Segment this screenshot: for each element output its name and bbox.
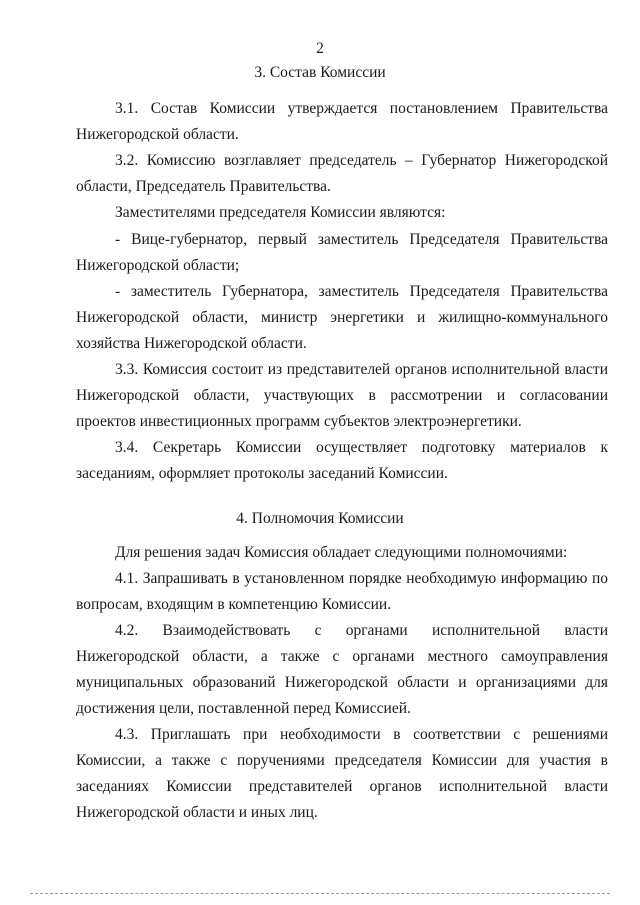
paragraph-4-1: 4.1. Запрашивать в установленном порядке необходимую информацию по вопросам, входящим в компетенцию Комиссии.	[76, 570, 608, 613]
paragraph-3-1: 3.1. Состав Комиссии утверждается постановлением Правительства Нижегородской области.	[76, 100, 608, 143]
paragraph-3-2: 3.2. Комиссию возглавляет председатель – Губернатор Нижегородской области, Председатель Правительства.	[76, 152, 608, 195]
paragraph-3-4: 3.4. Секретарь Комиссии осуществляет подготовку материалов к заседаниям, оформляет протоколы заседаний Комиссии.	[76, 439, 608, 482]
page-number: 2	[316, 40, 324, 57]
paragraph-deputies-intro: Заместителями председателя Комиссии являются:	[115, 204, 446, 221]
paragraph-3-3: 3.3. Комиссия состоит из представителей органов исполнительной власти Нижегородской области, участвующих в рассмотрении и согласовании проектов инвестиционных программ субъектов электроэнергетики.	[76, 361, 608, 430]
section-heading-composition: 3. Состав Комиссии	[254, 64, 386, 81]
list-item-deputy-2: - заместитель Губернатора, заместитель Председателя Правительства Нижегородской области, министр энергетики и жилищно-коммунального хозяйства Нижегородской области.	[76, 283, 608, 352]
section-heading-powers: 4. Полномочия Комиссии	[236, 510, 404, 527]
paragraph-4-3: 4.3. Приглашать при необходимости в соответствии с решениями Комиссии, а также с поручениями председателя Комиссии для участия в заседаниях Комиссии представителей органов исполнительной власти Нижегородской области и иных лиц.	[76, 726, 608, 821]
page-bottom-rule	[30, 893, 610, 894]
list-item-deputy-1: - Вице-губернатор, первый заместитель Председателя Правительства Нижегородской области;	[76, 231, 608, 274]
paragraph-4-2: 4.2. Взаимодействовать с органами исполнительной власти Нижегородской области, а также с органами местного самоуправления муниципальных образований Нижегородской области и организациями для достижения цели, поставленной перед Комиссией.	[76, 622, 608, 717]
paragraph-powers-intro: Для решения задач Комиссия обладает следующими полномочиями:	[115, 544, 568, 561]
